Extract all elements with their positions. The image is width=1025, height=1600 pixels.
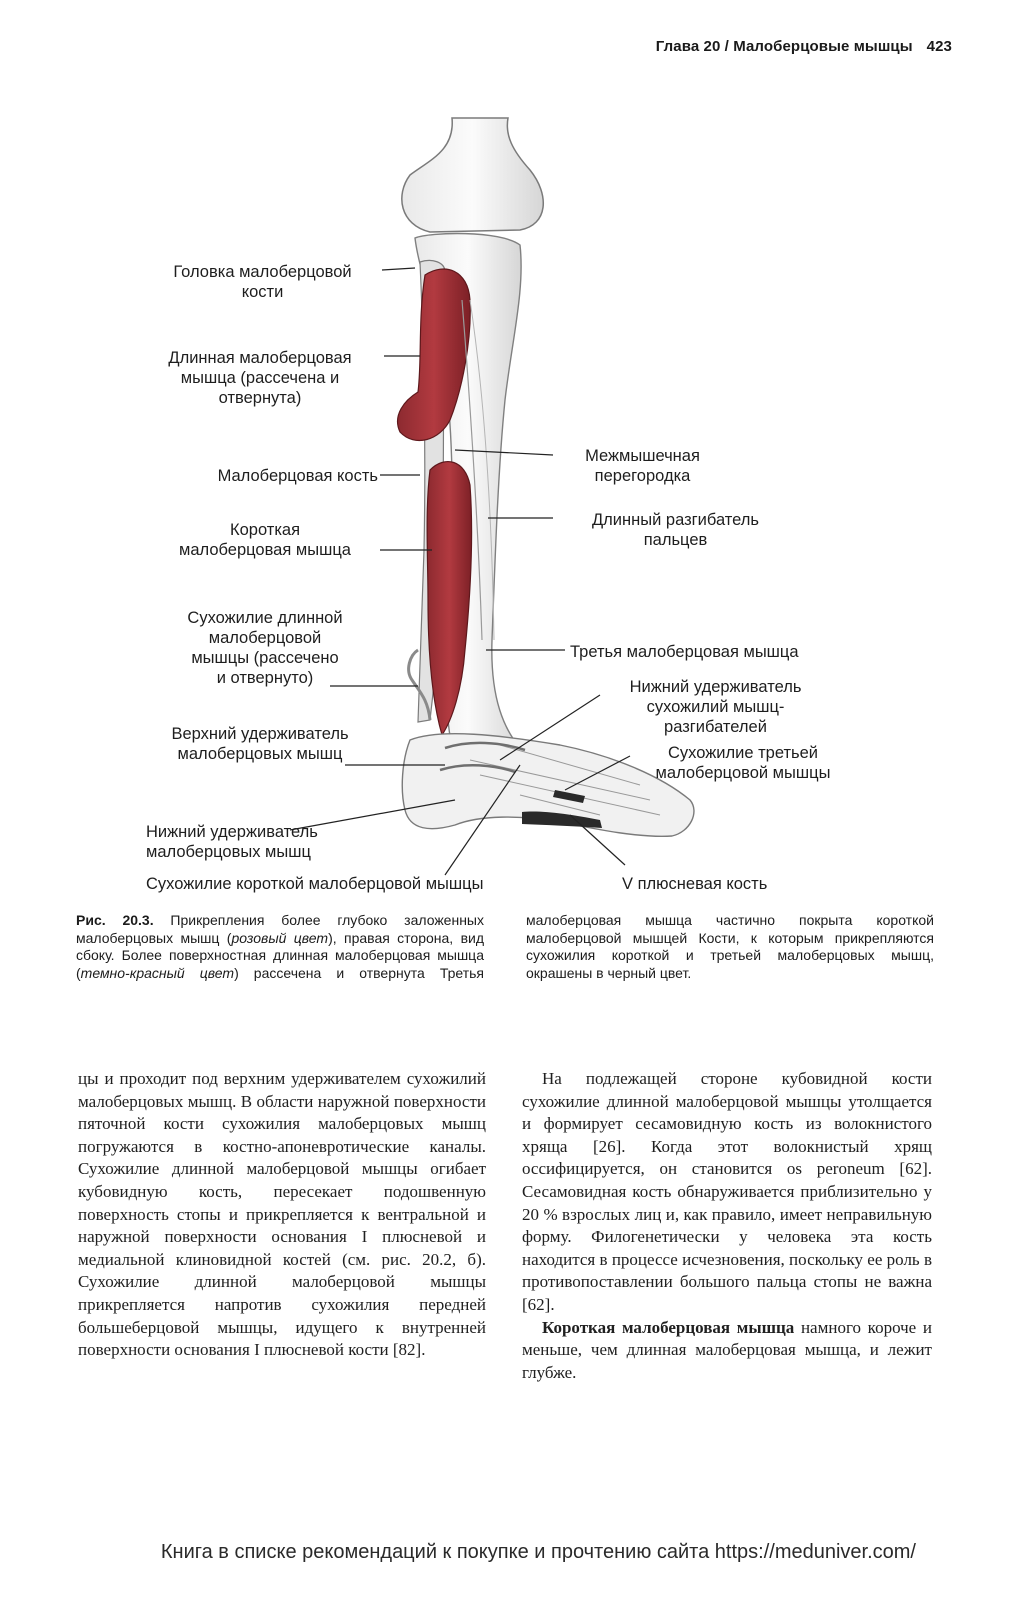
section-heading: Короткая малоберцовая мышца <box>542 1317 795 1337</box>
label-superior-peroneal-retinaculum: Верхний удерживатель малоберцовых мышц <box>171 725 349 763</box>
label-peroneus-longus-tendon: Сухожилие длинной малоберцовой мышцы (рассечено и отвернуто) <box>187 609 343 687</box>
figure-caption: Рис. 20.3. Прикрепления более глубоко заложенных малоберцовых мышц (розовый цвет), правая сторона, вид сбоку. Более поверхностная длинная малоберцовая мышца (темно-красный цвет) рассечена и отвернута Третья малоберцовая мышца частично покрыта короткой малоберцовой мышцей Кости, к которым прикрепляются сухожилия короткой и третьей малоберцовых мышц, окрашены в черный цвет. <box>76 912 934 981</box>
body-column-right <box>522 1068 932 1384</box>
label-peroneus-brevis-tendon: Сухожилие короткой малоберцовой мышцы <box>146 875 484 893</box>
paragraph: На подлежащей стороне кубовидной кости сухожилие длинной малоберцовой мышцы утолщается и формирует сесамовидную кость из волокнистого хряща [26]. Когда этот волокнистый хрящ оссифицируется, он становится os peroneum [62]. Сесамовидная кость обнаруживается приблизительно у 20 % взрослых лиц и, как правило, имеет неправильную форму. Филогенетически у человека эта кость находится в процессе исчезновения, поскольку ее роль в противопоставлении большого пальца стопы не важна [62]. <box>522 1069 932 1314</box>
label-peroneus-brevis: Короткая малоберцовая мышца <box>179 521 351 559</box>
paragraph: цы и проходит под верхним удерживателем сухожилий малоберцовых мышц. В области наружной поверхности пяточной кости сухожилия малоберцовых мышц погружаются в костно-апоневротические каналы. Сухожилие длинной малоберцовой мышцы огибает кубовидную кость, пересекает подошвенную поверхность стопы и прикрепляется к вентральной и наружной поверхности основания I плюсневой и медиальной клиновидной костей (см. рис. 20.2, б). Сухожилие длинной малоберцовой мышцы прикрепляется напротив сухожилия передней большеберцовой мышцы, идущего к внутренней поверхности основания I плюсневой кости [82]. <box>78 1069 486 1360</box>
label-fibula-head: Головка малоберцовой кости <box>173 263 352 301</box>
label-peroneus-tertius: Третья малоберцовая мышца <box>570 643 799 661</box>
body-column-left <box>78 1068 486 1362</box>
label-inferior-peroneal-retinaculum: Нижний удерживатель малоберцовых мышц <box>146 823 318 861</box>
label-fifth-metatarsal: V плюсневая кость <box>622 875 768 893</box>
label-fibula: Малоберцовая кость <box>217 467 378 485</box>
label-peroneus-longus: Длинная малоберцовая мышца (рассечена и отвернута) <box>168 349 352 407</box>
label-inferior-extensor-retinaculum: Нижний удерживатель сухожилий мышц- разгибателей <box>629 678 802 736</box>
paragraph: Короткая малоберцовая мышца намного короче и меньше, чем длинная малоберцовая мышца, и лежит глубже. <box>522 1317 932 1382</box>
femur-bone <box>402 118 543 232</box>
label-intermuscular-septum: Межмышечная перегородка <box>585 447 700 485</box>
label-extensor-digitorum-longus: Длинный разгибатель пальцев <box>592 511 759 549</box>
page-number: 423 <box>926 38 952 55</box>
chapter-title: Глава 20 / Малоберцовые мышцы <box>655 38 913 55</box>
label-peroneus-tertius-tendon: Сухожилие третьей малоберцовой мышцы <box>655 744 831 782</box>
watermark-text: Книга в списке рекомендаций к покупке и прочтению сайта https://meduniver.com/ <box>160 1541 916 1563</box>
